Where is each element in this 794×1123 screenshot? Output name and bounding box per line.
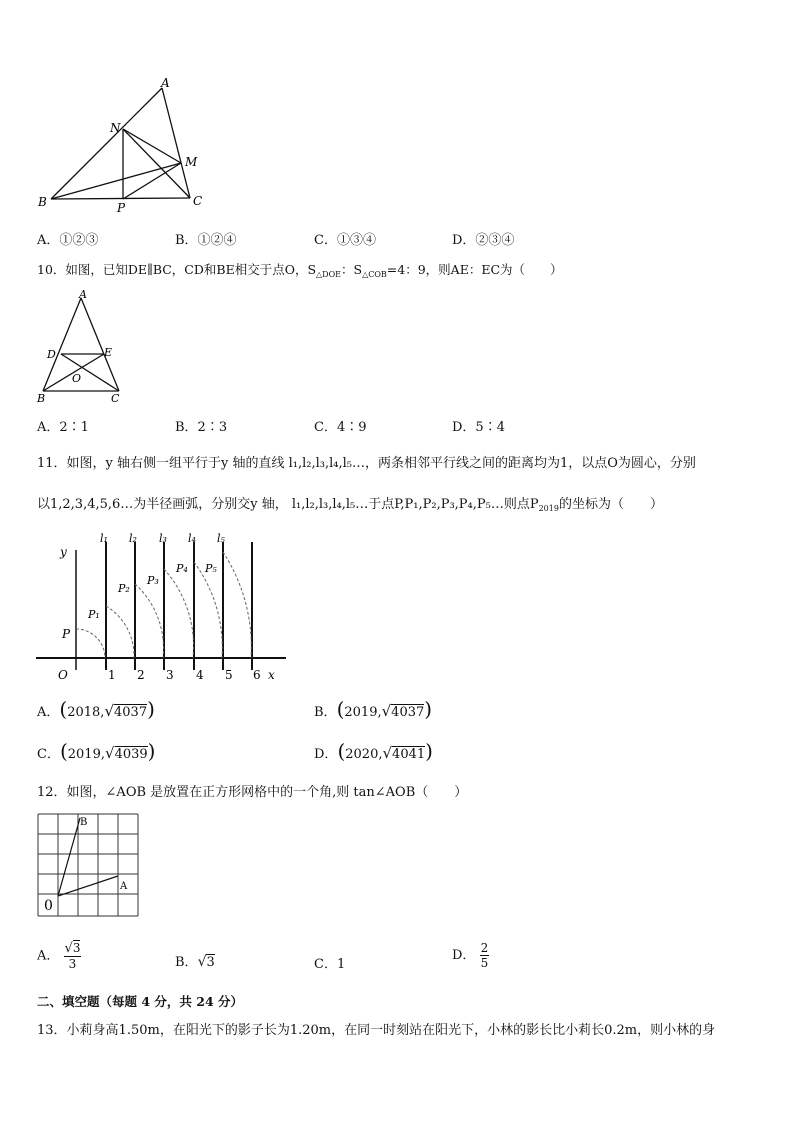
q12-label-O: 0 bbox=[44, 898, 53, 914]
q11-label-P2: P₂ bbox=[118, 582, 130, 595]
q12-stem: 12．如图，∠AOB 是放置在正方形网格中的一个角,则 tan∠AOB（ ） bbox=[37, 785, 468, 800]
q10-label-A: A bbox=[79, 288, 87, 301]
q11-label-l2: l₂ bbox=[129, 532, 137, 545]
q11-option-a: A．(2018,√4037) bbox=[37, 697, 155, 721]
q11-tick-4: 4 bbox=[196, 668, 204, 682]
q11-label-O: O bbox=[58, 668, 68, 682]
section-fill-in-heading: 二、填空题（每题 4 分，共 24 分） bbox=[37, 994, 244, 1009]
q11-stem-line2: 以1,2,3,4,5,6…为半径画弧，分别交y 轴， l₁,l₂,l₃,l₄,l₅…于点P,P₁,P₂,P₃,P₄,P₅…则点$P_{2019}$的坐标为（ ） bbox=[37, 497, 663, 513]
q13-stem: 13．小莉身高1.50m，在阳光下的影子长为1.20m，在同一时刻站在阳光下，小林的影长比小莉长0.2m，则小林的身 bbox=[37, 1023, 716, 1038]
q9-option-c: C．①③④ bbox=[314, 233, 376, 248]
q10-figure bbox=[33, 288, 133, 406]
q12-figure bbox=[37, 813, 139, 919]
q12-option-d: D． $\frac{2}{5}$ bbox=[452, 941, 489, 970]
q10-option-a: A．2∶1 bbox=[37, 420, 89, 435]
q10-label-C: C bbox=[111, 392, 120, 405]
q9-label-B: B bbox=[38, 195, 47, 209]
q10-label-B: B bbox=[37, 392, 46, 405]
q10-option-d: D．5∶4 bbox=[452, 420, 505, 435]
q11-figure bbox=[36, 530, 288, 686]
q11-label-P: P bbox=[62, 627, 71, 641]
q11-label-P3: P₃ bbox=[147, 574, 159, 587]
q11-label-P5: P₅ bbox=[205, 562, 217, 575]
q11-label-l1: l₁ bbox=[100, 532, 108, 545]
q12-option-a: A． $\frac{√3}{3}$ bbox=[37, 941, 81, 971]
q10-label-O: O bbox=[72, 372, 82, 385]
q11-label-l4: l₄ bbox=[188, 532, 196, 545]
q11-option-d: D．(2020,√4041) bbox=[314, 739, 433, 763]
q9-option-a: A．①②③ bbox=[37, 233, 99, 248]
q11-option-b: B．(2019,√4037) bbox=[314, 697, 433, 721]
q10-label-D: D bbox=[47, 348, 56, 361]
q10-option-c: C．4∶9 bbox=[314, 420, 367, 435]
q9-figure bbox=[35, 75, 215, 215]
q11-label-P4: P₄ bbox=[176, 562, 188, 575]
q12-label-B: B bbox=[80, 817, 88, 828]
q11-option-c: C．(2019,√4039) bbox=[37, 739, 156, 763]
q12-label-A: A bbox=[120, 881, 128, 892]
q11-label-P1: P₁ bbox=[88, 608, 100, 621]
q12-option-b: B．√3 bbox=[175, 954, 215, 970]
q11-label-x: x bbox=[268, 668, 275, 682]
q9-option-d: D．②③④ bbox=[452, 233, 515, 248]
q11-tick-6: 6 bbox=[253, 668, 261, 682]
q11-tick-3: 3 bbox=[166, 668, 174, 682]
q9-label-P: P bbox=[117, 201, 126, 215]
q10-option-b: B．2∶3 bbox=[175, 420, 228, 435]
q9-label-N: N bbox=[110, 121, 121, 135]
q9-option-b: B．①②④ bbox=[175, 233, 237, 248]
q10-label-E: E bbox=[104, 346, 113, 359]
q11-tick-1: 1 bbox=[108, 668, 116, 682]
q11-stem-line1: 11．如图，y 轴右侧一组平行于y 轴的直线 l₁,l₂,l₃,l₄,l₅…，两条相邻平行线之间的距离均为1，以点O为圆心，分别 bbox=[37, 456, 696, 471]
q9-label-A: A bbox=[161, 76, 170, 90]
q11-label-y: y bbox=[60, 545, 67, 559]
q11-label-l5: l₅ bbox=[217, 532, 225, 545]
q9-label-C: C bbox=[193, 194, 203, 208]
q11-tick-2: 2 bbox=[137, 668, 145, 682]
q11-label-l3: l₃ bbox=[159, 532, 167, 545]
q11-tick-5: 5 bbox=[225, 668, 233, 682]
q10-stem: 10．如图，已知DE∥BC，CD和BE相交于点O，$S_{\triangle DOE}$：$S_{\triangle COB}=4$：9，则AE：EC为（ ） bbox=[37, 262, 563, 279]
q12-option-c: C．1 bbox=[314, 957, 346, 972]
q9-label-M: M bbox=[185, 155, 198, 169]
